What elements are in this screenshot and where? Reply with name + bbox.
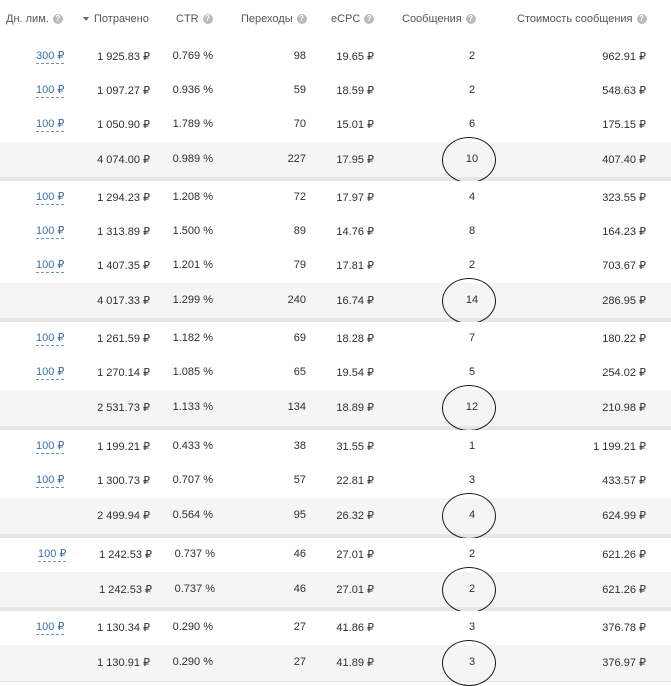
highlight-circle [442,137,496,183]
messages-value: 2 [468,50,476,62]
table-row[interactable] [0,611,671,646]
column-day-limit-label: Дн. лим. [6,13,49,25]
spent-value: 1 050.90 ₽ [97,119,150,131]
day-limit-link[interactable]: 100 ₽ [38,548,67,560]
highlight-circle [442,278,496,324]
highlight-circle [442,385,496,431]
messages-value: 10 [465,153,479,165]
spent-value: 2 531.73 ₽ [97,402,150,414]
spent-value: 1 242.53 ₽ [99,584,152,596]
clicks-value: 38 [293,440,306,452]
table-total-row[interactable] [0,283,671,322]
spent-value: 1 242.53 ₽ [99,549,152,561]
message-cost-value: 376.97 ₽ [602,657,646,669]
clicks-value: 46 [293,583,306,595]
messages-value: 2 [468,84,476,96]
table-row[interactable] [0,430,671,465]
ctr-value: 0.707 % [172,474,213,486]
ctr-value: 1.133 % [172,401,213,413]
ctr-value: 0.989 % [172,153,213,165]
message-cost-value: 286.95 ₽ [602,295,646,307]
table-row[interactable] [0,181,671,216]
messages-value: 14 [465,294,479,306]
table-total-row[interactable] [0,498,671,538]
column-clicks[interactable] [241,13,307,25]
clicks-value: 46 [293,548,306,560]
clicks-value: 57 [293,474,306,486]
column-ecpc[interactable] [331,13,374,25]
day-limit-link[interactable]: 100 ₽ [36,621,65,633]
ctr-value: 0.936 % [172,84,213,96]
ecpc-value: 26.32 ₽ [336,510,374,522]
ctr-value: 1.201 % [172,259,213,271]
spent-value: 1 313.89 ₽ [97,226,150,238]
ctr-value: 0.737 % [174,583,215,595]
clicks-value: 65 [293,366,306,378]
messages-value: 4 [468,509,476,521]
message-cost-value: 254.02 ₽ [602,367,646,379]
ecpc-value: 18.89 ₽ [336,402,374,414]
ctr-value: 1.789 % [172,118,213,130]
ctr-value: 1.500 % [172,225,213,237]
ctr-value: 1.182 % [172,332,213,344]
column-clicks-label: Переходы [241,13,293,25]
table-total-row[interactable] [0,645,671,682]
message-cost-value: 164.23 ₽ [602,226,646,238]
spent-value: 1 294.23 ₽ [97,192,150,204]
clicks-value: 27 [293,621,306,633]
question-circle-icon[interactable]: ? [466,14,476,24]
message-cost-value: 621.26 ₽ [602,549,646,561]
message-cost-value: 1 199.21 ₽ [593,441,646,453]
table-row[interactable] [0,538,671,573]
column-day-limit[interactable] [6,13,63,25]
clicks-value: 89 [293,225,306,237]
spent-value: 4 017.33 ₽ [97,295,150,307]
message-cost-value: 175.15 ₽ [602,119,646,131]
table-total-row[interactable] [0,390,671,430]
question-circle-icon[interactable]: ? [364,14,374,24]
message-cost-value: 433.57 ₽ [602,475,646,487]
message-cost-value: 180.22 ₽ [602,333,646,345]
ecpc-value: 17.81 ₽ [336,260,374,272]
day-limit-link[interactable]: 100 ₽ [36,474,65,486]
spent-value: 1 199.21 ₽ [97,441,150,453]
column-ecpc-label: eCPC [331,13,361,25]
spent-value: 1 300.73 ₽ [97,475,150,487]
ctr-value: 1.299 % [172,294,213,306]
column-ctr-label: CTR [176,13,199,25]
spent-value: 1 407.35 ₽ [97,260,150,272]
message-cost-value: 624.99 ₽ [602,510,646,522]
clicks-value: 227 [287,153,306,165]
day-limit-link[interactable]: 100 ₽ [36,259,65,271]
clicks-value: 69 [293,332,306,344]
message-cost-value: 323.55 ₽ [602,192,646,204]
spent-value: 1 925.83 ₽ [97,51,150,63]
day-limit-link[interactable]: 100 ₽ [36,118,65,130]
column-ctr[interactable] [176,13,213,25]
table-row[interactable] [0,215,671,250]
highlight-circle [442,493,496,539]
clicks-value: 70 [293,118,306,130]
day-limit-link[interactable]: 100 ₽ [36,332,65,344]
table-row[interactable] [0,74,671,109]
table-row[interactable] [0,356,671,391]
ecpc-value: 18.28 ₽ [336,333,374,345]
day-limit-link[interactable]: 100 ₽ [36,366,65,378]
table-header [0,0,671,40]
messages-value: 2 [468,259,476,271]
ecpc-value: 22.81 ₽ [336,475,374,487]
ctr-value: 0.433 % [172,440,213,452]
message-cost-value: 962.91 ₽ [602,51,646,63]
spent-value: 4 074.00 ₽ [97,154,150,166]
table-row[interactable] [0,249,671,284]
message-cost-value: 621.26 ₽ [602,584,646,596]
ctr-value: 0.290 % [172,621,213,633]
day-limit-link[interactable]: 100 ₽ [36,440,65,452]
column-messages[interactable] [402,13,476,25]
ecpc-value: 17.95 ₽ [336,154,374,166]
ctr-value: 1.085 % [172,366,213,378]
question-circle-icon[interactable]: ? [53,14,63,24]
messages-value: 6 [468,118,476,130]
table-total-row[interactable] [0,142,671,181]
spent-value: 1 130.34 ₽ [97,622,150,634]
ctr-value: 1.208 % [172,191,213,203]
ecpc-value: 27.01 ₽ [336,549,374,561]
message-cost-value: 376.78 ₽ [602,622,646,634]
clicks-value: 27 [293,656,306,668]
column-message-cost-label: Стоимость сообщения [517,13,633,25]
table-total-row[interactable] [0,572,671,611]
ecpc-value: 27.01 ₽ [336,584,374,596]
message-cost-value: 407.40 ₽ [602,154,646,166]
message-cost-value: 210.98 ₽ [602,402,646,414]
sort-desc-arrow-icon [83,17,89,21]
ctr-value: 0.564 % [172,509,213,521]
highlight-circle [442,640,496,686]
ecpc-value: 18.59 ₽ [336,85,374,97]
ecpc-value: 31.55 ₽ [336,441,374,453]
clicks-value: 72 [293,191,306,203]
clicks-value: 59 [293,84,306,96]
ecpc-value: 14.76 ₽ [336,226,374,238]
column-message-cost[interactable] [517,13,647,25]
day-limit-link[interactable]: 100 ₽ [36,84,65,96]
clicks-value: 134 [287,401,306,413]
spent-value: 1 130.91 ₽ [97,657,150,669]
messages-value: 1 [468,440,476,452]
column-spent[interactable] [83,13,149,25]
ecpc-value: 19.65 ₽ [336,51,374,63]
clicks-value: 98 [293,50,306,62]
question-circle-icon[interactable]: ? [297,14,307,24]
messages-value: 5 [468,366,476,378]
messages-value: 8 [468,225,476,237]
column-messages-label: Сообщения [402,13,462,25]
messages-value: 12 [465,401,479,413]
highlight-circle [442,567,496,613]
ecpc-value: 16.74 ₽ [336,295,374,307]
messages-value: 3 [468,621,476,633]
clicks-value: 240 [287,294,306,306]
ecpc-value: 17.97 ₽ [336,192,374,204]
messages-value: 3 [468,474,476,486]
table-row[interactable] [0,108,671,143]
messages-value: 2 [468,583,476,595]
ctr-value: 0.769 % [172,50,213,62]
ctr-value: 0.290 % [172,656,213,668]
message-cost-value: 703.67 ₽ [602,260,646,272]
ctr-value: 0.737 % [174,548,215,560]
message-cost-value: 548.63 ₽ [602,85,646,97]
ecpc-value: 41.89 ₽ [336,657,374,669]
spent-value: 1 097.27 ₽ [97,85,150,97]
messages-value: 7 [468,332,476,344]
table-row[interactable] [0,322,671,357]
messages-value: 3 [468,656,476,668]
spent-value: 1 270.14 ₽ [97,367,150,379]
spent-value: 1 261.59 ₽ [97,333,150,345]
question-circle-icon[interactable]: ? [203,14,213,24]
messages-value: 4 [468,191,476,203]
ecpc-value: 15.01 ₽ [336,119,374,131]
ecpc-value: 41.86 ₽ [336,622,374,634]
day-limit-link[interactable]: 100 ₽ [36,191,65,203]
messages-value: 2 [468,548,476,560]
ecpc-value: 19.54 ₽ [336,367,374,379]
day-limit-link[interactable]: 100 ₽ [36,225,65,237]
table-row[interactable] [0,40,671,75]
question-circle-icon[interactable]: ? [637,14,647,24]
day-limit-link[interactable]: 300 ₽ [36,50,65,62]
clicks-value: 79 [293,259,306,271]
table-row[interactable] [0,464,671,499]
column-spent-label: Потрачено [94,13,149,25]
spent-value: 2 499.94 ₽ [97,510,150,522]
clicks-value: 95 [293,509,306,521]
